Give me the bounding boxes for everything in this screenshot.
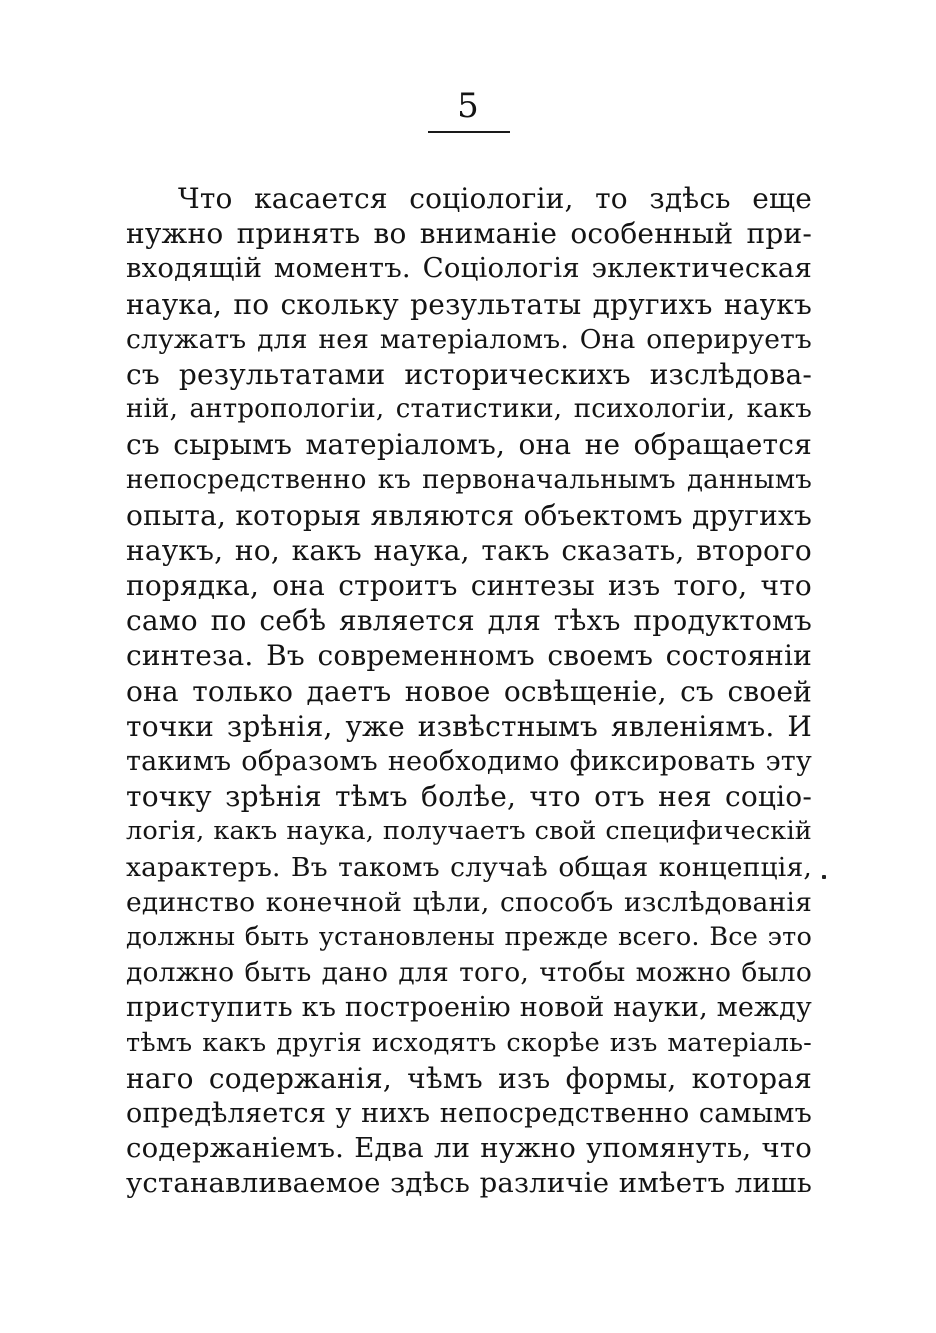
page-number-text: 5: [457, 86, 479, 126]
text-line: ній, антропологіи, статистики, психологіи, какъ: [126, 394, 812, 425]
text-line: должны быть установлены прежде всего. Все это: [126, 921, 812, 952]
text-line: приступить къ построенію новой науки, между: [126, 992, 812, 1024]
text-line: устанавливаемое здѣсь различіе имѣетъ лишь: [126, 1167, 812, 1200]
text-line: съ результатами историческихъ изслѣдова-: [126, 357, 812, 391]
text-line: наго содержанія, чѣмъ изъ формы, которая: [126, 1061, 812, 1095]
text-line: должно быть дано для того, чтобы можно было: [126, 957, 812, 989]
text-line: непосредственно къ первоначальнымъ даннымъ: [126, 464, 812, 495]
text-line: нужно принять во вниманіе особенный при-: [126, 217, 812, 251]
text-line: синтеза. Въ современномъ своемъ состояніи: [126, 639, 812, 673]
text-line: наука, по скольку результаты другихъ наукъ: [126, 287, 812, 321]
text-line: логія, какъ наука, получаетъ свой специфическій: [126, 816, 812, 847]
text-line: она только даетъ новое освѣщеніе, съ своей: [126, 674, 812, 708]
text-line: опредѣляется у нихъ непосредственно самымъ: [126, 1097, 812, 1129]
text-line: содержаніемъ. Едва ли нужно упомянуть, что: [126, 1132, 812, 1165]
text-line: само по себѣ является для тѣхъ продуктомъ: [126, 604, 812, 638]
ink-speck: [822, 875, 826, 879]
body-text: [126, 181, 812, 1201]
text-line: тѣмъ какъ другія исходятъ скорѣе изъ матеріаль-: [126, 1027, 812, 1058]
text-line: точку зрѣнія тѣмъ болѣе, что отъ нея соціо-: [126, 780, 812, 814]
text-line: служатъ для нея матеріаломъ. Она оперируетъ: [126, 323, 812, 355]
text-line: Что касается соціологіи, то здѣсь еще: [178, 182, 812, 215]
text-line: точки зрѣнія, уже извѣстнымъ явленіямъ. И: [126, 709, 812, 743]
text-line: наукъ, но, какъ наука, такъ сказать, второго: [126, 533, 812, 567]
header-rule: [428, 131, 510, 133]
text-line: такимъ образомъ необходимо фиксировать эту: [126, 746, 812, 777]
text-line: порядка, она строитъ синтезы изъ того, что: [126, 569, 812, 603]
text-line: опыта, которыя являются объектомъ другихъ: [126, 498, 812, 532]
text-line: характеръ. Въ такомъ случаѣ общая концепція,: [126, 851, 812, 883]
text-line: единство конечной цѣли, способъ изслѣдованія: [126, 886, 812, 918]
page-number: [0, 84, 936, 128]
text-line: входящій моментъ. Соціологія эклектическая: [126, 252, 812, 285]
text-line: съ сырымъ матеріаломъ, она не обращается: [126, 428, 812, 462]
